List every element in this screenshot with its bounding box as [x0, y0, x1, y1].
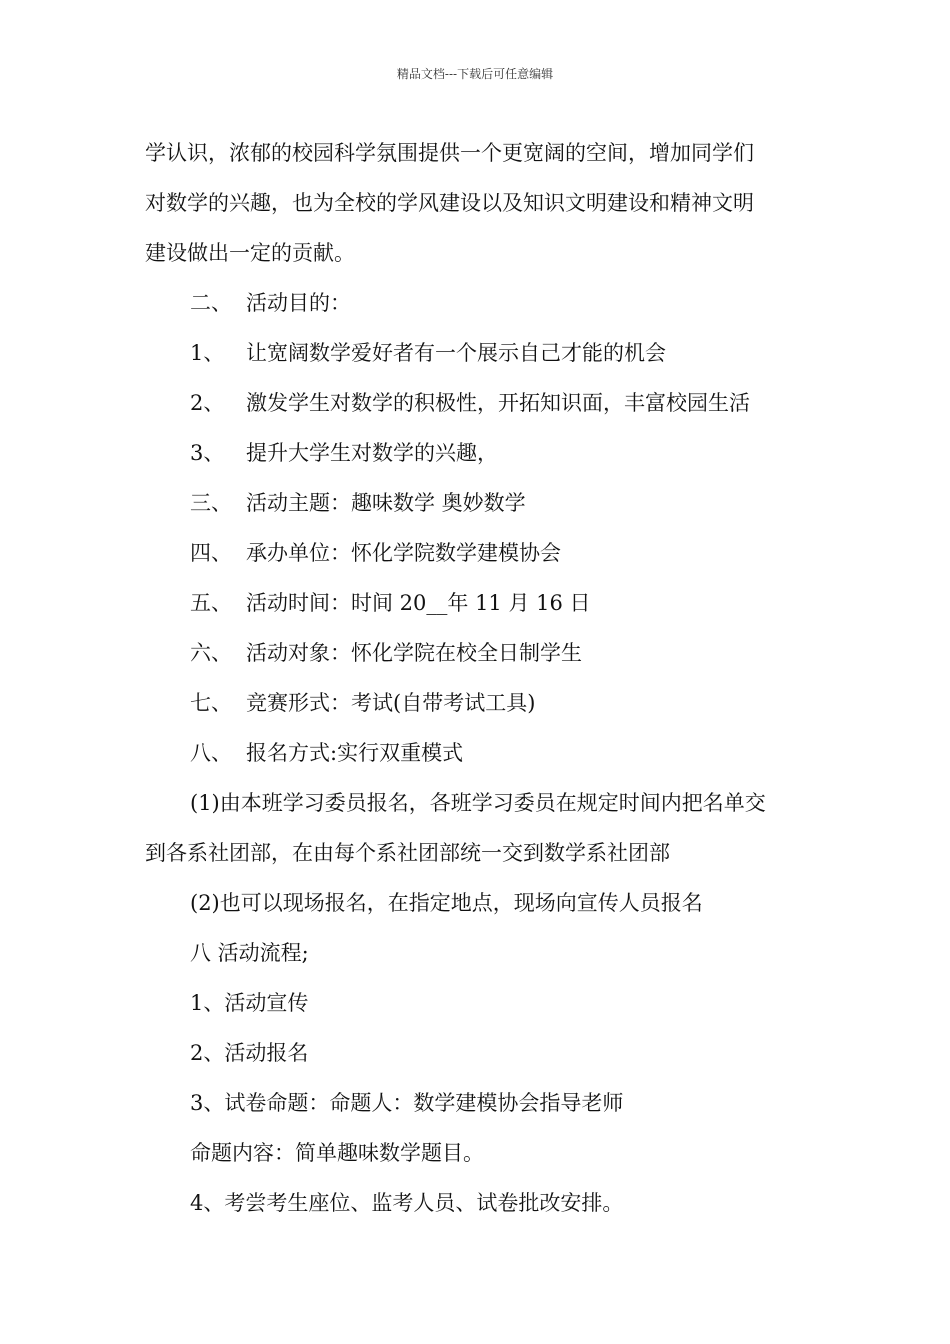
item-text: 活动时间：时间 20__年 11 月 16 日: [246, 591, 591, 615]
paragraph-line: 学认识，浓郁的校园科学氛围提供一个更宽阔的空间，增加同学们: [145, 141, 754, 165]
document-body: [145, 128, 815, 1228]
item-text: 竞赛形式：考试(自带考试工具): [246, 691, 536, 715]
section-heading-theme: [145, 478, 815, 528]
section-heading-format: [145, 678, 815, 728]
item-number: 四、: [190, 541, 232, 565]
item-text: 活动对象：怀化学院在校全日制学生: [246, 641, 582, 665]
process-step: 3、试卷命题：命题人：数学建模协会指导老师: [190, 1091, 624, 1115]
paragraph-line: 对数学的兴趣，也为全校的学风建设以及知识文明建设和精神文明: [145, 191, 754, 215]
section-heading-purpose: [145, 278, 815, 328]
process-step-detail: 命题内容：简单趣味数学题目。: [190, 1141, 484, 1165]
process-step: 4、考尝考生座位、监考人员、试卷批改安排。: [190, 1191, 624, 1215]
list-item: [145, 428, 815, 478]
process-step: 1、活动宣传: [190, 991, 309, 1015]
process-step: 2、活动报名: [190, 1041, 309, 1065]
item-text: 活动主题：趣味数学 奥妙数学: [246, 491, 526, 515]
item-number: 三、: [190, 491, 232, 515]
item-text: 提升大学生对数学的兴趣，: [246, 441, 498, 465]
item-number: 六、: [190, 641, 232, 665]
item-number: 2、: [190, 391, 225, 415]
item-text: 激发学生对数学的积极性，开拓知识面，丰富校园生活: [246, 391, 750, 415]
page-header: 精品文档---下载后可任意编辑: [396, 67, 554, 81]
paragraph-line: 建设做出一定的贡献。: [145, 241, 355, 265]
list-item: [145, 328, 815, 378]
item-number: 八、: [190, 741, 232, 765]
item-text: 报名方式:实行双重模式: [246, 741, 464, 765]
item-number: 1、: [190, 341, 225, 365]
registration-option-1: (1)由本班学习委员报名，各班学习委员在规定时间内把名单交: [190, 791, 766, 815]
item-text: 活动目的：: [246, 291, 351, 315]
registration-option-1-continued: 到各系社团部，在由每个系社团部统一交到数学系社团部: [145, 841, 670, 865]
section-heading-audience: [145, 628, 815, 678]
section-heading-registration: [145, 728, 815, 778]
section-heading-time: [145, 578, 815, 628]
item-text: 让宽阔数学爱好者有一个展示自己才能的机会: [246, 341, 666, 365]
item-number: 二、: [190, 291, 232, 315]
section-heading-process: 八 活动流程;: [190, 941, 309, 965]
list-item: [145, 378, 815, 428]
item-number: 3、: [190, 441, 225, 465]
item-number: 七、: [190, 691, 232, 715]
section-heading-organizer: [145, 528, 815, 578]
item-number: 五、: [190, 591, 232, 615]
item-text: 承办单位：怀化学院数学建模协会: [246, 541, 561, 565]
registration-option-2: (2)也可以现场报名，在指定地点，现场向宣传人员报名: [190, 891, 703, 915]
